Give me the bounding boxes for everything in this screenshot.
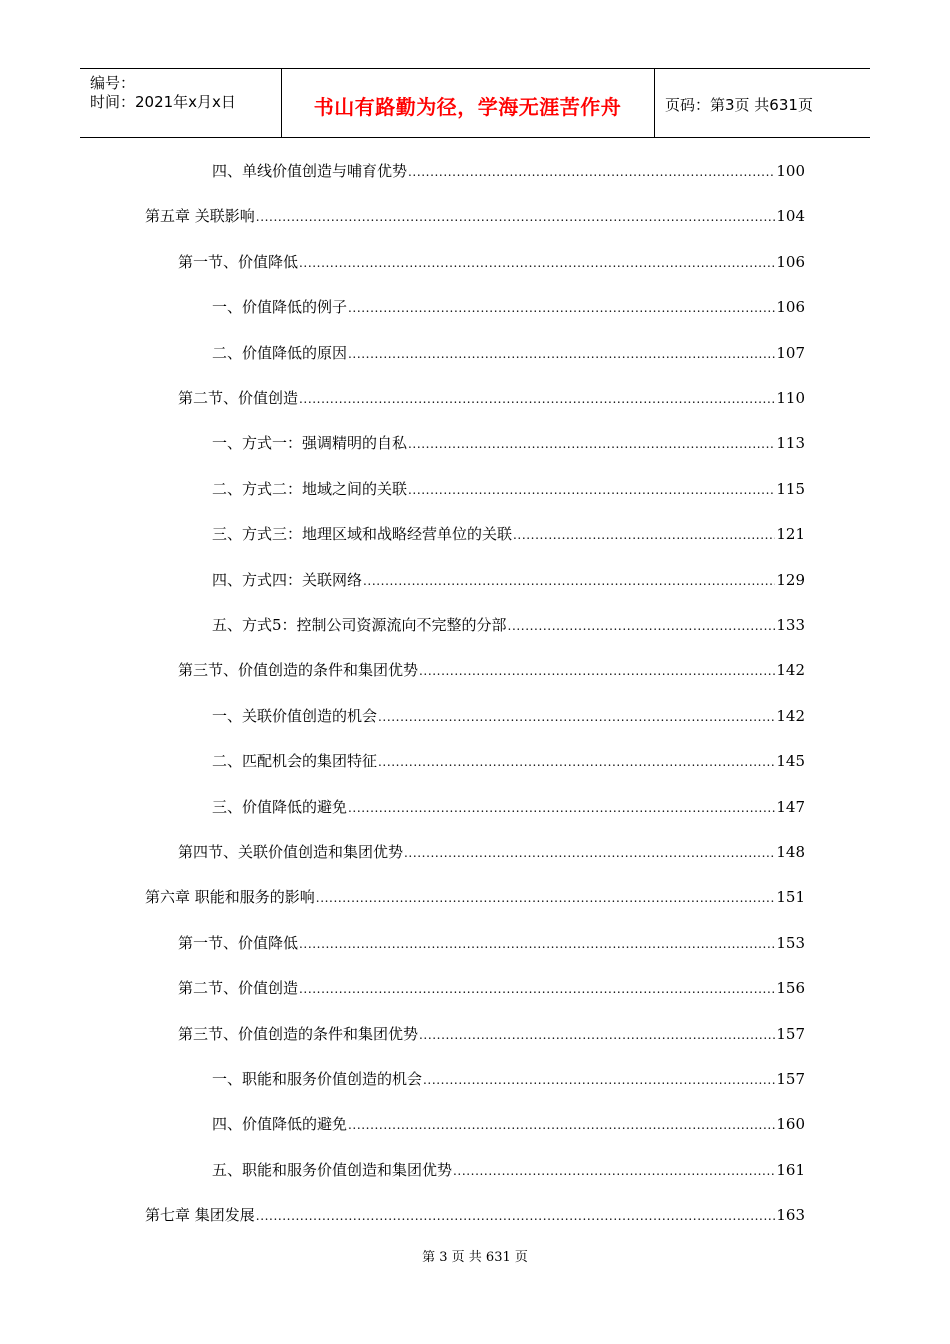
toc-entry[interactable] xyxy=(212,614,805,638)
header-right-cell xyxy=(655,69,870,137)
toc-dot-leader xyxy=(256,1209,776,1223)
toc-dot-leader xyxy=(256,210,776,224)
toc-entry-page: 106 xyxy=(776,252,805,271)
toc-entry-page: 160 xyxy=(776,1115,805,1134)
toc-dot-leader xyxy=(316,891,776,905)
toc-dot-leader xyxy=(299,982,775,996)
toc-entry-title: 一、关联价值创造的机会 xyxy=(212,706,378,725)
toc-dot-leader xyxy=(423,1073,775,1087)
toc-entry-title: 第三节、价值创造的条件和集团优势 xyxy=(178,661,419,680)
toc-entry-page: 129 xyxy=(776,570,805,589)
toc-dot-leader xyxy=(408,165,775,179)
page-footer: 第 3 页 共 631 页 xyxy=(422,1250,528,1265)
header-motto: 书山有路勤为径，学海无涯苦作舟 xyxy=(313,95,622,119)
toc-entry-title: 第二节、价值创造 xyxy=(178,389,299,407)
toc-entry[interactable] xyxy=(178,977,805,1001)
toc-entry[interactable] xyxy=(145,886,805,910)
toc-dot-leader xyxy=(378,755,775,769)
toc-entry-title: 第一节、价值降低 xyxy=(178,933,299,952)
toc-entry-page: 145 xyxy=(776,752,805,771)
toc-entry-title: 二、方式二：地域之间的关联 xyxy=(212,479,408,498)
toc-entry-title: 二、价值降低的原因 xyxy=(212,343,348,362)
toc-entry[interactable] xyxy=(212,1113,805,1137)
toc-entry-title: 五、职能和服务价值创造和集团优势 xyxy=(212,1160,453,1179)
toc-entry-title: 一、方式一：强调精明的自私 xyxy=(212,434,408,453)
toc-dot-leader xyxy=(419,1028,775,1042)
toc-entry[interactable] xyxy=(145,1204,805,1228)
toc-entry-page: 161 xyxy=(776,1160,805,1179)
toc-entry-title: 二、匹配机会的集团特征 xyxy=(212,752,378,771)
toc-dot-leader xyxy=(508,619,776,633)
toc-entry-title: 第六章 职能和服务的影响 xyxy=(145,888,315,907)
toc-dot-leader xyxy=(348,347,775,361)
header-left-cell xyxy=(80,69,282,137)
toc-dot-leader xyxy=(348,801,775,815)
toc-entry-title: 第三节、价值创造的条件和集团优势 xyxy=(178,1024,419,1043)
toc-entry-page: 100 xyxy=(776,162,805,180)
toc-entry-page: 147 xyxy=(776,797,805,816)
toc-entry[interactable] xyxy=(178,251,805,275)
toc-entry[interactable] xyxy=(178,659,805,683)
toc-entry[interactable] xyxy=(212,160,805,184)
toc-entry[interactable] xyxy=(178,932,805,956)
document-code: 编号： xyxy=(90,74,136,92)
toc-entry-page: 133 xyxy=(776,616,805,634)
toc-entry[interactable] xyxy=(212,796,805,820)
toc-dot-leader xyxy=(299,256,775,270)
header-page-number: 页码：第3页 共631页 xyxy=(665,96,813,114)
toc-entry-page: 106 xyxy=(776,298,805,317)
toc-dot-leader xyxy=(299,937,775,951)
toc-entry[interactable] xyxy=(212,478,805,502)
toc-entry-title: 四、单线价值创造与哺育优势 xyxy=(212,162,408,180)
toc-dot-leader xyxy=(348,301,775,315)
toc-dot-leader xyxy=(378,710,775,724)
toc-entry-title: 一、价值降低的例子 xyxy=(212,298,348,317)
toc-entry-page: 104 xyxy=(776,207,805,226)
toc-entry-title: 第五章 关联影响 xyxy=(145,207,255,226)
page-header xyxy=(80,68,870,138)
toc-entry-page: 142 xyxy=(776,661,805,680)
toc-entry-page: 157 xyxy=(776,1024,805,1043)
toc-dot-leader xyxy=(408,437,775,451)
toc-entry-page: 142 xyxy=(776,706,805,725)
toc-entry-title: 第一节、价值降低 xyxy=(178,252,299,271)
toc-entry-page: 157 xyxy=(776,1070,805,1088)
toc-entry[interactable] xyxy=(212,1068,805,1092)
toc-entry-page: 156 xyxy=(776,979,805,998)
toc-entry[interactable] xyxy=(212,432,805,456)
toc-entry[interactable] xyxy=(178,1023,805,1047)
toc-dot-leader xyxy=(404,846,775,860)
toc-entry-page: 113 xyxy=(776,434,805,453)
toc-entry-page: 115 xyxy=(776,479,805,498)
toc-dot-leader xyxy=(299,392,775,406)
toc-entry-page: 148 xyxy=(776,843,805,861)
toc-entry[interactable] xyxy=(212,750,805,774)
toc-entry-page: 107 xyxy=(776,343,805,362)
toc-entry-page: 121 xyxy=(776,525,805,544)
toc-entry-page: 151 xyxy=(776,888,805,907)
toc-dot-leader xyxy=(453,1164,775,1178)
toc-entry[interactable] xyxy=(212,569,805,593)
toc-entry[interactable] xyxy=(178,387,805,411)
toc-entry-title: 四、价值降低的避免 xyxy=(212,1115,348,1134)
toc-entry-page: 153 xyxy=(776,933,805,952)
toc-entry[interactable] xyxy=(212,523,805,547)
toc-entry[interactable] xyxy=(212,342,805,366)
toc-entry[interactable] xyxy=(145,205,805,229)
toc-entry-title: 三、方式三：地理区域和战略经营单位的关联 xyxy=(212,525,513,544)
toc-dot-leader xyxy=(348,1118,775,1132)
toc-entry[interactable] xyxy=(212,705,805,729)
toc-entry-title: 五、方式5：控制公司资源流向不完整的分部 xyxy=(212,616,507,634)
toc-entry-title: 第七章 集团发展 xyxy=(145,1206,255,1225)
toc-entry-title: 第二节、价值创造 xyxy=(178,979,299,998)
toc-dot-leader xyxy=(363,574,775,588)
toc-entry-title: 四、方式四：关联网络 xyxy=(212,570,363,589)
toc-entry-title: 一、职能和服务价值创造的机会 xyxy=(212,1070,423,1088)
toc-entry-title: 三、价值降低的避免 xyxy=(212,797,348,816)
toc-entry-page: 163 xyxy=(776,1206,805,1225)
header-middle-cell xyxy=(281,69,655,137)
toc-dot-leader xyxy=(419,664,775,678)
toc-entry-title: 第四节、关联价值创造和集团优势 xyxy=(178,843,404,861)
toc-entry[interactable] xyxy=(212,1159,805,1183)
document-date: 时间：2021年x月x日 xyxy=(90,93,236,111)
toc-entry[interactable] xyxy=(178,841,805,865)
toc-entry-page: 110 xyxy=(776,389,805,407)
toc-entry[interactable] xyxy=(212,296,805,320)
toc-dot-leader xyxy=(408,483,775,497)
toc-dot-leader xyxy=(513,528,775,542)
